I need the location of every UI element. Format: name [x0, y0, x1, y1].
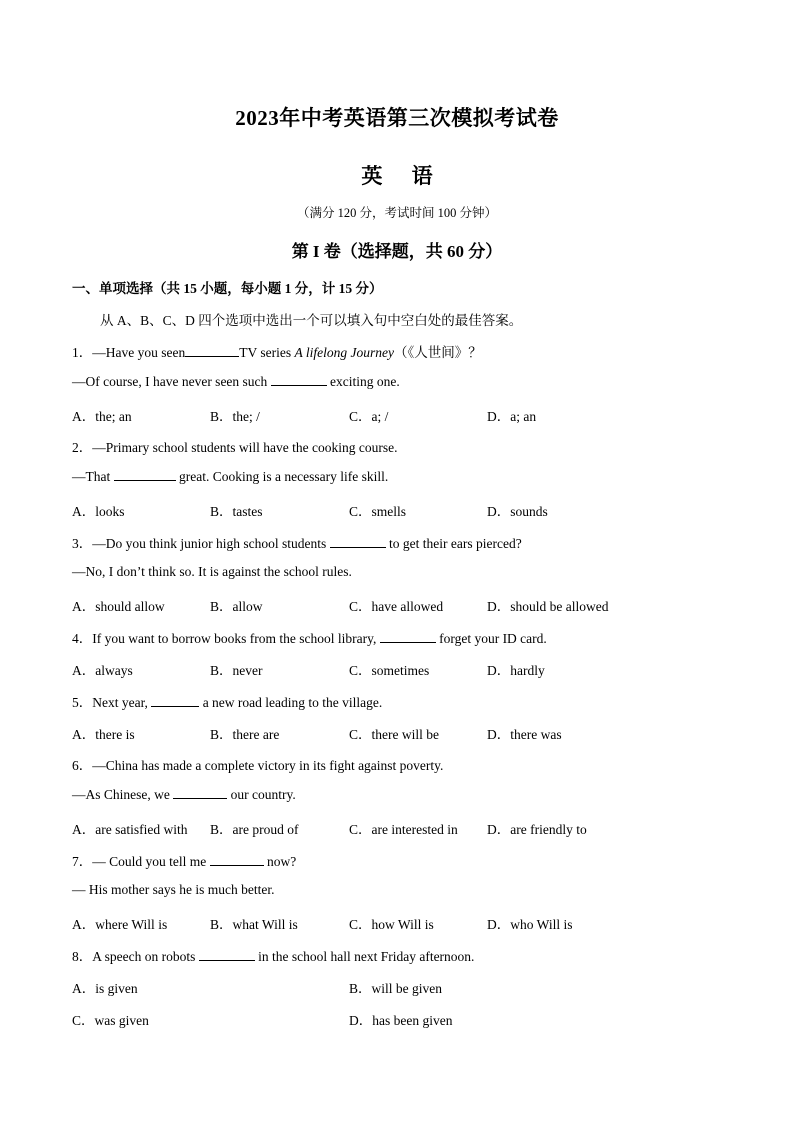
question-1-reply: —Of course, I have never seen such exciting one.	[72, 374, 400, 389]
question-3-option-a[interactable]: A．should allow	[72, 599, 165, 614]
question-2-reply: —That great. Cooking is a necessary life skill.	[72, 469, 389, 484]
question-8-stem: 8．A speech on robots in the school hall next Friday afternoon.	[72, 949, 475, 964]
question-6-reply: —As Chinese, we our country.	[72, 787, 296, 802]
answer-blank	[330, 535, 386, 548]
question-3-option-d[interactable]: D．should be allowed	[487, 599, 609, 614]
question-3-option-c[interactable]: C．have allowed	[349, 599, 444, 614]
question-4-option-a[interactable]: A．always	[72, 663, 133, 678]
section-instruction: 从 A、B、C、D 四个选项中选出一个可以填入句中空白处的最佳答案。	[100, 313, 523, 328]
question-7-option-c[interactable]: C．how Will is	[349, 917, 434, 932]
question-1-option-c[interactable]: C．a; /	[349, 409, 389, 424]
question-6-stem: 6．—China has made a complete victory in its fight against poverty.	[72, 758, 444, 773]
part-heading: 第 I 卷（选择题，共 60 分）	[291, 242, 503, 261]
question-8-option-d[interactable]: D．has been given	[349, 1013, 453, 1028]
question-3-stem: 3．—Do you think junior high school students to get their ears pierced?	[72, 536, 522, 551]
answer-blank	[199, 948, 255, 961]
question-3-reply: —No, I don’t think so. It is against the school rules.	[72, 564, 352, 579]
question-7-option-a[interactable]: A．where Will is	[72, 917, 168, 932]
question-2-option-c[interactable]: C．smells	[349, 504, 407, 519]
answer-blank	[173, 786, 227, 799]
question-1-stem: 1．—Have you seen TV series A lifelong Journey（《人世间》？	[72, 345, 482, 360]
question-1-option-d[interactable]: D．a; an	[487, 409, 537, 424]
question-6-option-d[interactable]: D．are friendly to	[487, 822, 587, 837]
question-7-reply: — His mother says he is much better.	[72, 882, 275, 897]
question-6-option-b[interactable]: B．are proud of	[210, 822, 299, 837]
answer-blank	[380, 630, 436, 643]
question-4-option-d[interactable]: D．hardly	[487, 663, 545, 678]
question-6-option-c[interactable]: C．are interested in	[349, 822, 458, 837]
question-3-option-b[interactable]: B．allow	[210, 599, 263, 614]
subject-title: 英 语	[361, 164, 445, 188]
question-5-stem: 5．Next year, a new road leading to the village.	[72, 695, 383, 710]
question-1-option-a[interactable]: A．the; an	[72, 409, 132, 424]
question-1-option-b[interactable]: B．the; /	[210, 409, 260, 424]
question-5-option-d[interactable]: D．there was	[487, 727, 562, 742]
answer-blank	[185, 344, 239, 357]
question-4-stem: 4．If you want to borrow books from the school library, forget your ID card.	[72, 631, 547, 646]
answer-blank	[114, 468, 176, 481]
question-2-option-a[interactable]: A．looks	[72, 504, 125, 519]
exam-note: （满分 120 分，考试时间 100 分钟）	[296, 206, 497, 220]
section-heading: 一、单项选择（共 15 小题，每小题 1 分，计 15 分）	[72, 281, 383, 296]
exam-title: 2023年中考英语第三次模拟考试卷	[235, 106, 559, 130]
question-8-option-b[interactable]: B．will be given	[349, 981, 442, 996]
question-2-option-d[interactable]: D．sounds	[487, 504, 548, 519]
answer-blank	[210, 853, 264, 866]
question-7-option-b[interactable]: B．what Will is	[210, 917, 298, 932]
answer-blank	[271, 373, 327, 386]
question-2-option-b[interactable]: B．tastes	[210, 504, 263, 519]
answer-blank	[151, 694, 199, 707]
question-5-option-c[interactable]: C．there will be	[349, 727, 439, 742]
question-6-option-a[interactable]: A．are satisfied with	[72, 822, 188, 837]
question-7-stem: 7．— Could you tell me now?	[72, 854, 297, 869]
question-5-option-b[interactable]: B．there are	[210, 727, 280, 742]
question-2-stem: 2．—Primary school students will have the cooking course.	[72, 440, 398, 455]
question-4-option-b[interactable]: B．never	[210, 663, 263, 678]
question-8-option-c[interactable]: C．was given	[72, 1013, 149, 1028]
question-4-option-c[interactable]: C．sometimes	[349, 663, 430, 678]
question-8-option-a[interactable]: A．is given	[72, 981, 138, 996]
question-7-option-d[interactable]: D．who Will is	[487, 917, 573, 932]
question-5-option-a[interactable]: A．there is	[72, 727, 135, 742]
